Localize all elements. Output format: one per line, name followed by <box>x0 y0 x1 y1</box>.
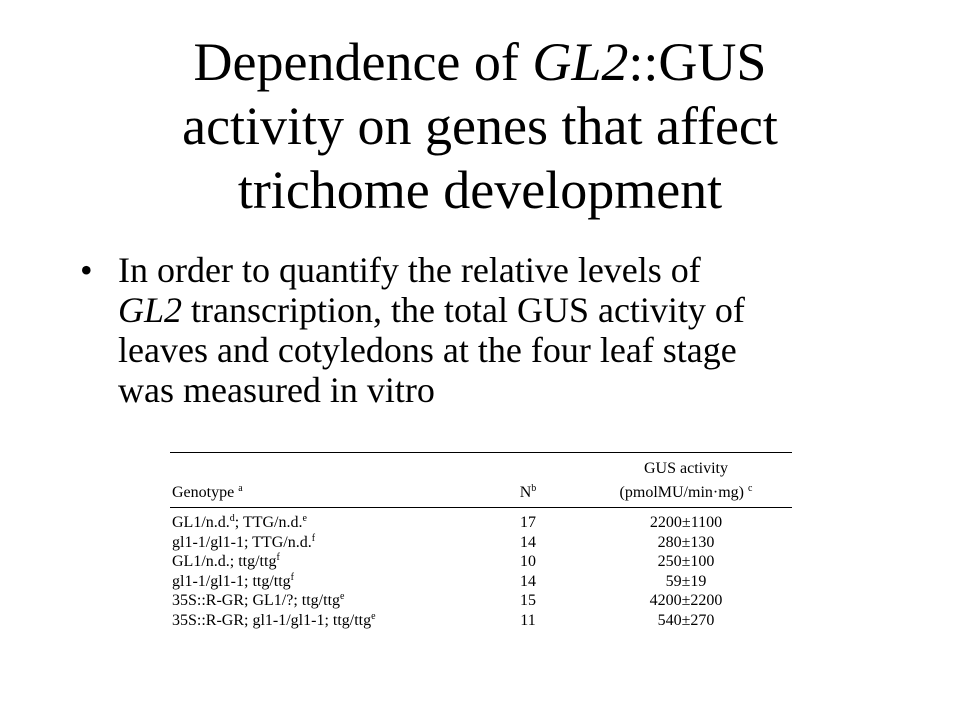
bullet-dot-icon: • <box>80 250 93 290</box>
table-row-genotype: 35S::R-GR; gl1-1/gl1-1; ttg/ttg$^e$ <box>172 610 376 629</box>
bullet-line-2: GL2 transcription, the total GUS activity of <box>118 290 745 330</box>
header-gus-line1: GUS activity <box>644 460 728 477</box>
table-row-genotype: GL1/n.d.; ttg/ttg$^f$ <box>172 552 280 570</box>
table-row-n: 14 <box>520 533 536 551</box>
header-genotype: Genotype $^a$ <box>172 483 243 501</box>
table-row-n: 11 <box>520 611 536 629</box>
title-line-3: trichome development <box>237 160 723 220</box>
table-row-gus-activity: 59±19 <box>665 572 707 590</box>
bullet-line-3: leaves and cotyledons at the four leaf stage <box>118 330 737 370</box>
title-line-2: activity on genes that affect <box>182 96 778 156</box>
table-top-rule <box>170 452 792 453</box>
table-row-n: 17 <box>520 514 536 531</box>
table-row-genotype: gl1-1/gl1-1; ttg/ttg$^f$ <box>172 571 295 590</box>
table-row-n: 14 <box>520 572 536 590</box>
table-row-genotype: GL1/n.d.$^d$; TTG/n.d.$^e$ <box>172 513 307 531</box>
table-row-gus-activity: 2200±1100 <box>649 514 723 531</box>
table-row-genotype: 35S::R-GR; GL1/?; ttg/ttg$^e$ <box>172 591 345 609</box>
table-header-rule <box>170 507 792 508</box>
title-line-1: Dependence of GL2::GUS <box>193 32 767 92</box>
slide-title <box>0 30 960 222</box>
bullet-line-4: was measured in vitro <box>118 370 435 410</box>
table-row-gus-activity: 250±100 <box>657 553 715 570</box>
table-row-genotype: gl1-1/gl1-1; TTG/n.d.$^f$ <box>172 532 316 551</box>
table-row-gus-activity: 540±270 <box>657 611 715 629</box>
table-row-n: 15 <box>520 592 536 609</box>
header-gus-line2: (pmolMU/min·mg) $^c$ <box>619 483 753 501</box>
table-row-gus-activity: 280±130 <box>657 533 715 551</box>
header-n: $N^b$ <box>519 483 537 501</box>
table-row-gus-activity: 4200±2200 <box>649 592 723 609</box>
table-row-n: 10 <box>520 553 536 570</box>
bullet-line-1: In order to quantify the relative levels of <box>118 250 701 290</box>
bullet-text <box>118 250 878 410</box>
